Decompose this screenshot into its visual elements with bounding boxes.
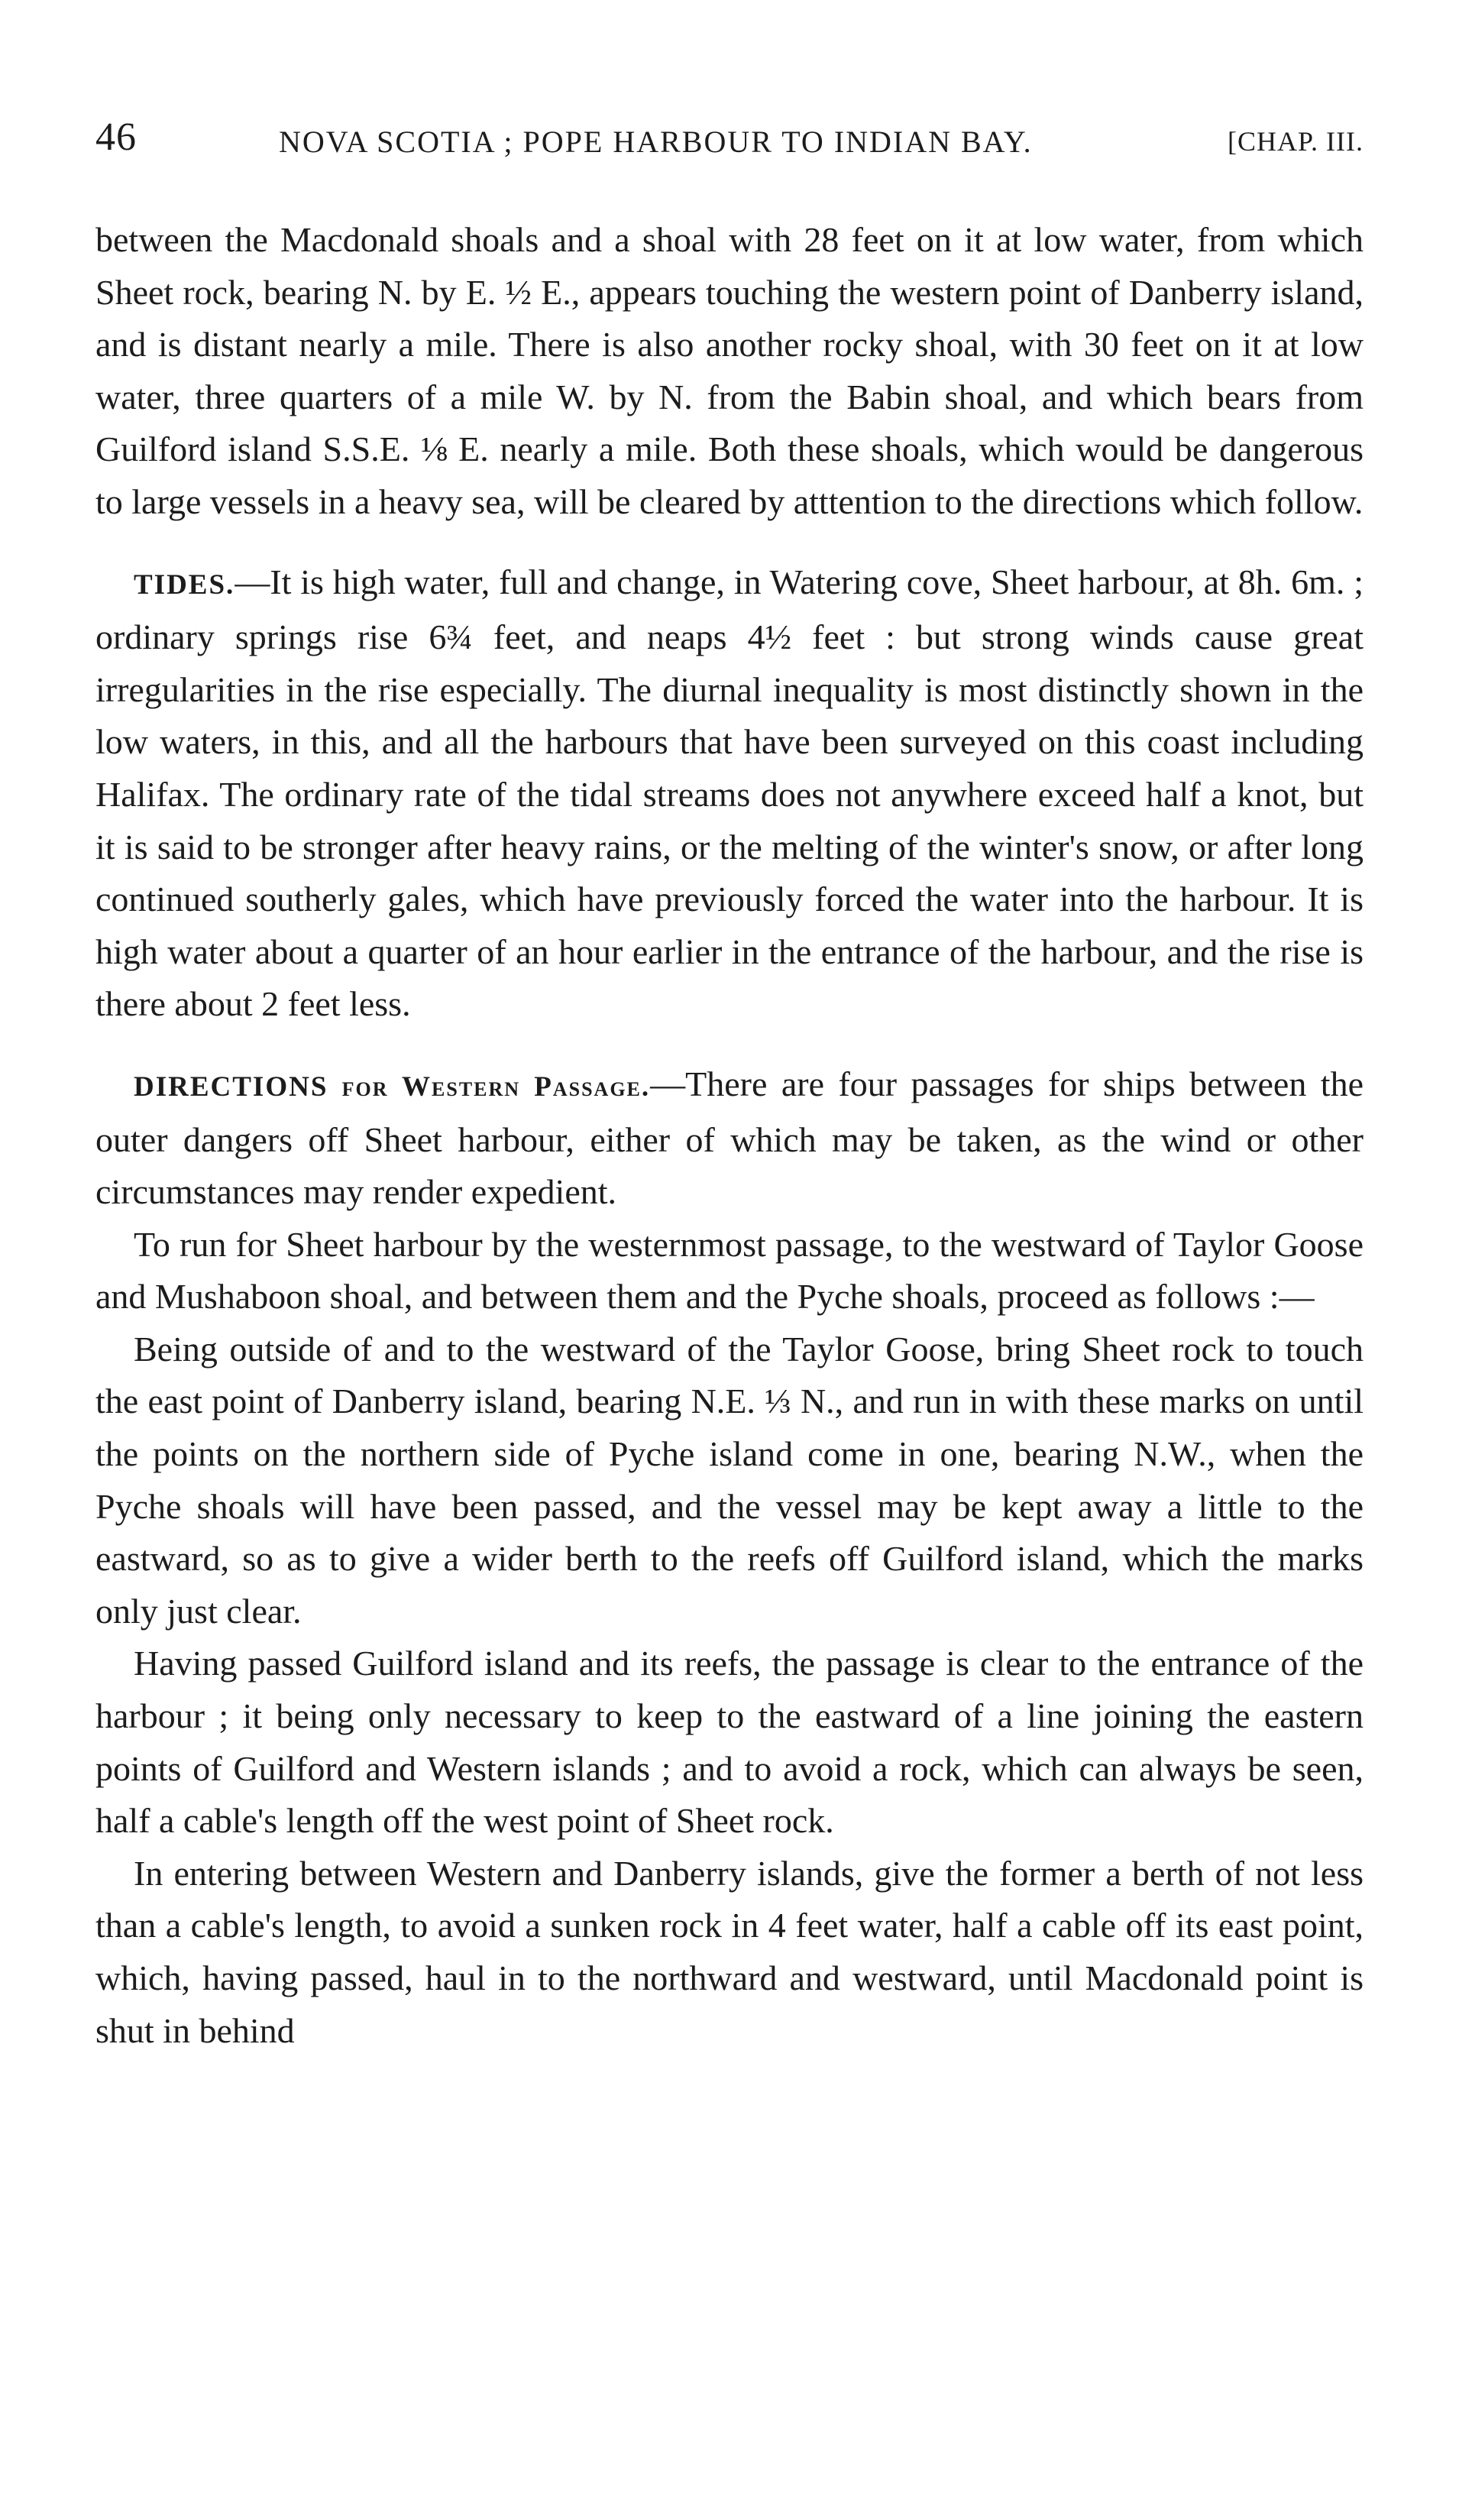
paragraph-text: In entering between Western and Danberry islands, give the former a berth of not less than a cable's length, to avoid a sunken rock in 4 feet water, half a cable off its east point, which, having passed, haul in to the northward and westward, until Macdonald point is shut in behind bbox=[95, 1853, 1364, 2050]
paragraph-westernmost-passage bbox=[95, 1219, 1364, 1323]
section-heading-directions: DIRECTIONS for Western Passage. bbox=[134, 1071, 651, 1103]
paragraph-text: between the Macdonald shoals and a shoal with 28 feet on it at low water, from which Sheet rock, bearing N. by E. ½ E., appears touching the western point of Danberry island, and is distant nearly a mile. There is also another rocky shoal, with 30 feet on it at low water, three quarters of a mile W. by N. from the Babin shoal, and which bears from Guilford island S.S.E. ⅛ E. nearly a mile. Both these shoals, which would be dangerous to large vessels in a heavy sea, will be cleared by atttention to the directions which follow. bbox=[95, 220, 1364, 521]
paragraph-western-danberry bbox=[95, 1848, 1364, 2057]
page-header bbox=[95, 115, 1364, 176]
paragraph-text: —There are four passages for ships between the outer dangers off Sheet harbour, either of which may be taken, as the wind or other circumstances may render expedient. bbox=[95, 1064, 1364, 1212]
section-heading-tides: TIDES. bbox=[134, 568, 235, 601]
paragraph-text: Being outside of and to the westward of the Taylor Goose, bring Sheet rock to touch the east point of Danberry island, bearing N.E. ⅓ N., and run in with these marks on until the points on the northern side of Pyche island come in one, bearing N.W., when the Pyche shoals will have been passed, and the vessel may be kept away a little to the eastward, so as to give a wider berth to the reefs off Guilford island, which the marks only just clear. bbox=[95, 1329, 1364, 1631]
running-title: NOVA SCOTIA ; POPE HARBOUR TO INDIAN BAY. bbox=[279, 125, 1033, 159]
paragraph-text: Having passed Guilford island and its reefs, the passage is clear to the entrance of the harbour ; it being only necessary to keep to the eastward of a line joining the eastern points of Guilford and Western islands ; and to avoid a rock, which can always be seen, half a cable's length off the west point of Sheet rock. bbox=[95, 1644, 1364, 1841]
page-number: 46 bbox=[95, 115, 137, 159]
chapter-tag: [CHAP. III. bbox=[1228, 126, 1364, 157]
paragraph-tides bbox=[95, 556, 1364, 1031]
paragraph-taylor-goose bbox=[95, 1323, 1364, 1638]
paragraph-shoals bbox=[95, 214, 1364, 529]
paragraph-directions bbox=[95, 1058, 1364, 1219]
paragraph-guilford-island bbox=[95, 1637, 1364, 1847]
paragraph-text: —It is high water, full and change, in Watering cove, Sheet harbour, at 8h. 6m. ; ordinary springs rise 6¾ feet, and neaps 4½ feet : but strong winds cause great irregularities in the rise especially. The diurnal inequality is most distinctly shown in the low waters, in this, and all the harbours that have been surveyed on this coast including Halifax. The ordinary rate of the tidal streams does not anywhere exceed half a knot, but it is said to be stronger after heavy rains, or the melting of the winter's snow, or after long continued southerly gales, which have previously forced the water into the harbour. It is high water about a quarter of an hour earlier in the entrance of the harbour, and the rise is there about 2 feet less. bbox=[95, 562, 1364, 1024]
body-text bbox=[95, 214, 1364, 2057]
book-page bbox=[95, 115, 1364, 2057]
paragraph-text: To run for Sheet harbour by the westernmost passage, to the westward of Taylor Goose and Mushaboon shoal, and between them and the Pyche shoals, proceed as follows :— bbox=[95, 1224, 1364, 1317]
